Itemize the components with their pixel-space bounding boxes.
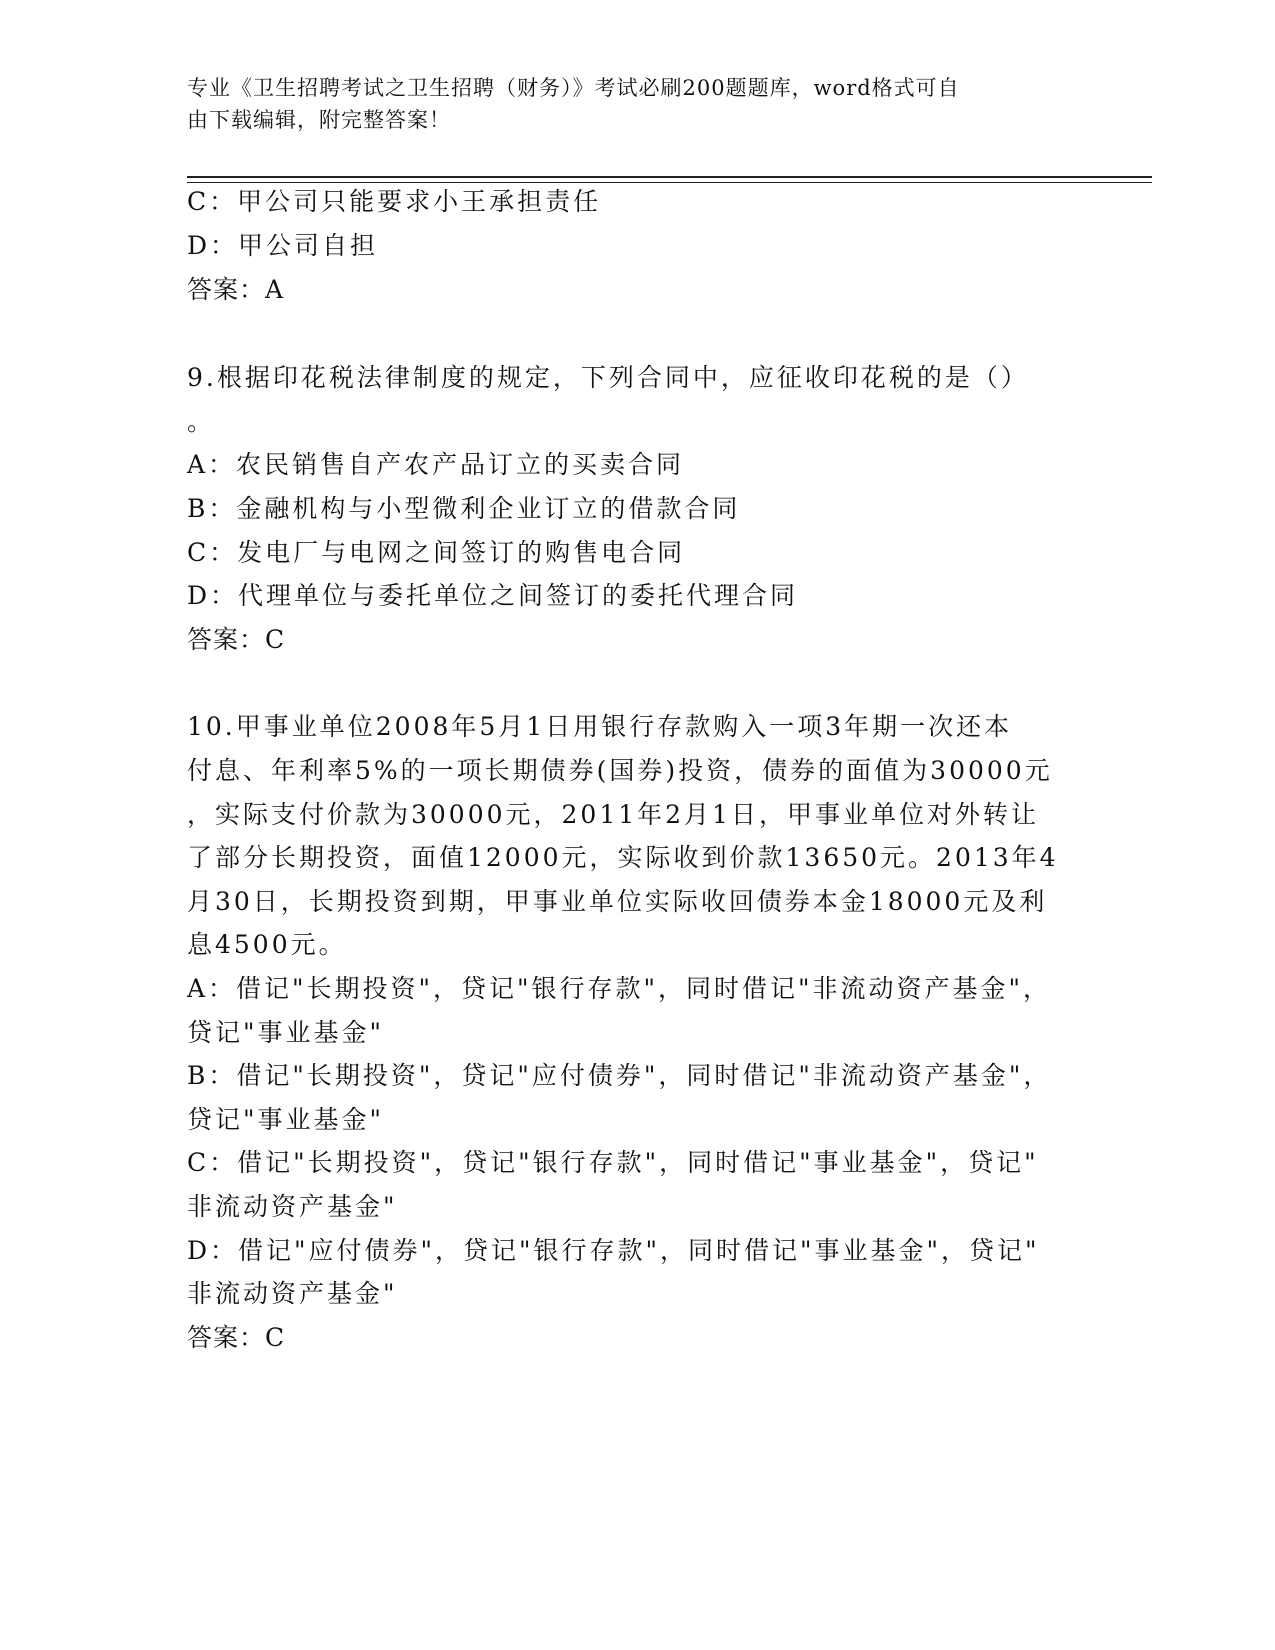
q9-stem-line-1: 9.根据印花税法律制度的规定，下列合同中，应征收印花税的是（） xyxy=(187,363,1029,392)
header-line-2: 由下载编辑，附完整答案！ xyxy=(187,108,451,132)
q9-option-d: D：代理单位与委托单位之间签订的委托代理合同 xyxy=(187,581,799,610)
q10-option-d-line-2: 非流动资产基金" xyxy=(187,1279,398,1308)
q8-answer: 答案：A xyxy=(187,275,285,304)
q9-option-c: C：发电厂与电网之间签订的购售电合同 xyxy=(187,538,686,567)
document-header xyxy=(187,72,1057,136)
q10-option-b-line-1: B：借记"长期投资"，贷记"应付债券"，同时借记"非流动资产基金"， xyxy=(187,1061,1052,1090)
q10-option-d-line-1: D：借记"应付债券"，贷记"银行存款"，同时借记"事业基金"，贷记" xyxy=(187,1236,1040,1265)
q10-stem-line-1: 10.甲事业单位2008年5月1日用银行存款购入一项3年期一次还本 xyxy=(187,712,1013,741)
header-rule-thick xyxy=(187,176,1152,178)
q9-option-b: B：金融机构与小型微利企业订立的借款合同 xyxy=(187,494,741,523)
q10-answer: 答案：C xyxy=(187,1323,286,1352)
header-line-1: 专业《卫生招聘考试之卫生招聘（财务）》考试必刷200题题库，word格式可自 xyxy=(187,76,960,100)
q10-option-c-line-2: 非流动资产基金" xyxy=(187,1192,398,1221)
q9-stem-line-2: 。 xyxy=(187,407,216,436)
q9-option-a: A：农民销售自产农产品订立的买卖合同 xyxy=(187,450,685,479)
q10-option-c-line-1: C：借记"长期投资"，贷记"银行存款"，同时借记"事业基金"，贷记" xyxy=(187,1148,1039,1177)
header-rule-thin xyxy=(187,182,1152,183)
q10-stem-line-3: ，实际支付价款为30000元，2011年2月1日，甲事业单位对外转让 xyxy=(187,800,1039,829)
q10-option-a-line-1: A：借记"长期投资"，贷记"银行存款"，同时借记"非流动资产基金"， xyxy=(187,974,1052,1003)
q10-stem-line-2: 付息、年利率5%的一项长期债券(国券)投资，债券的面值为30000元 xyxy=(187,756,1053,785)
q10-option-b-line-2: 贷记"事业基金" xyxy=(187,1105,384,1134)
q8-option-c: C：甲公司只能要求小王承担责任 xyxy=(187,187,602,216)
q10-stem-line-5: 月30日，长期投资到期，甲事业单位实际收回债券本金18000元及利 xyxy=(187,887,1048,916)
q10-stem-line-4: 了部分长期投资，面值12000元，实际收到价款13650元。2013年4 xyxy=(187,843,1059,872)
q10-option-a-line-2: 贷记"事业基金" xyxy=(187,1018,384,1047)
q10-stem-line-6: 息4500元。 xyxy=(187,930,347,959)
q8-option-d: D：甲公司自担 xyxy=(187,231,379,260)
q9-answer: 答案：C xyxy=(187,625,286,654)
